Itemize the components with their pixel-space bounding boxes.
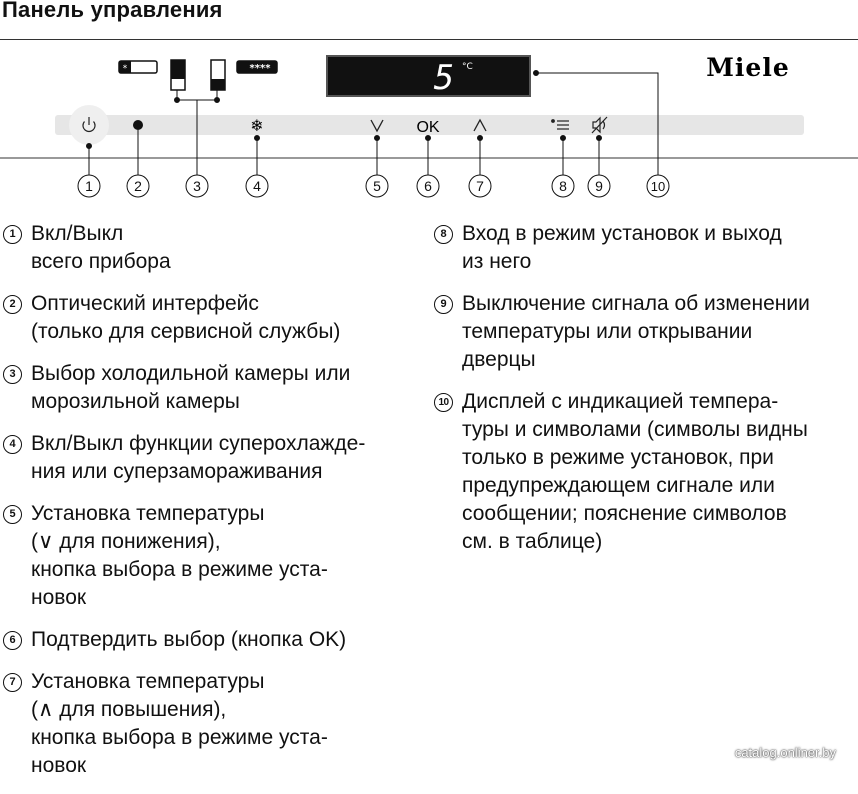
callout-1: 1 (85, 178, 93, 194)
item-text: кнопка выбора в режиме уста- (31, 726, 328, 749)
item-text: новок (31, 754, 87, 777)
ok-button[interactable]: OK (416, 119, 440, 136)
legend-item-3 (1, 360, 421, 416)
page-title: Панель управления (2, 0, 223, 22)
item-text: из него (462, 250, 532, 273)
item-text: кнопка выбора в режиме уста- (31, 558, 328, 581)
svg-text:*: * (122, 64, 128, 74)
control-panel-diagram (0, 40, 858, 200)
item-number: 5 (3, 505, 22, 524)
legend-left (1, 220, 421, 794)
callout-4: 4 (253, 178, 261, 194)
callout-10: 10 (650, 179, 666, 194)
item-text: (∧ для повышения), (31, 698, 227, 721)
item-number: 8 (434, 225, 453, 244)
legend-item-5 (1, 500, 421, 612)
display-value: 5 (433, 58, 455, 98)
freezer-badge: **** (249, 63, 271, 74)
display-unit: °C (462, 62, 473, 72)
item-text: всего прибора (31, 250, 171, 273)
item-text: сообщении; пояснение символов (462, 502, 787, 525)
legend-item-10 (432, 388, 856, 556)
item-text: ния или суперзамораживания (31, 460, 323, 483)
item-number: 9 (434, 295, 453, 314)
item-text: туры и символами (символы видны (462, 418, 808, 441)
item-text: Вкл/Выкл функции суперохлажде- (31, 432, 366, 455)
item-text: (только для сервисной службы) (31, 320, 341, 343)
item-number: 3 (3, 365, 22, 384)
item-text: морозильной камеры (31, 390, 240, 413)
item-text: Выбор холодильной камеры или (31, 362, 351, 385)
legend-item-9 (432, 290, 856, 374)
temperature-display (327, 56, 530, 96)
legend-item-2 (1, 290, 421, 346)
item-text: Установка температуры (31, 670, 265, 693)
watermark: catalog.onliner.by (734, 745, 836, 760)
item-number: 4 (3, 435, 22, 454)
fridge-indicator-icon (119, 61, 157, 74)
item-text: Установка температуры (31, 502, 265, 525)
item-number: 6 (3, 631, 22, 650)
item-text: Оптический интерфейс (31, 292, 259, 315)
callout-2: 2 (134, 178, 142, 194)
item-text: Вкл/Выкл (31, 222, 124, 245)
legend-item-8 (432, 220, 856, 276)
item-text: см. в таблице) (462, 530, 603, 553)
item-text: новок (31, 586, 87, 609)
superfrost-button-icon[interactable]: ❄ (250, 116, 264, 135)
legend-item-1 (1, 220, 421, 276)
optical-interface-dot (133, 120, 143, 130)
legend-item-6 (1, 626, 421, 654)
miele-logo: Miele (706, 53, 790, 82)
item-text: только в режиме установок, при (462, 446, 774, 469)
legend-item-7 (1, 668, 421, 780)
callout-3: 3 (193, 178, 201, 194)
legend-right (432, 220, 856, 570)
item-text: температуры или открывании (462, 320, 753, 343)
callout-5: 5 (373, 178, 381, 194)
callout-8: 8 (559, 178, 567, 194)
callout-7: 7 (476, 178, 484, 194)
item-number: 10 (434, 393, 453, 412)
item-text: дверцы (462, 348, 536, 371)
item-number: 7 (3, 673, 22, 692)
callout-6: 6 (424, 178, 432, 194)
item-text: предупреждающем сигнале или (462, 474, 775, 497)
callout-9: 9 (595, 178, 603, 194)
item-number: 2 (3, 295, 22, 314)
freezer-indicator-icon (237, 61, 277, 74)
item-number: 1 (3, 225, 22, 244)
item-text: Дисплей с индикацией темпера- (462, 390, 779, 413)
item-text: Подтвердить выбор (кнопка OK) (31, 628, 347, 651)
item-text: Выключение сигнала об изменении (462, 292, 810, 315)
compartment-bars-icon (171, 60, 225, 90)
item-text: (∨ для понижения), (31, 530, 221, 553)
item-text: Вход в режим установок и выход (462, 222, 782, 245)
legend-item-4 (1, 430, 421, 486)
